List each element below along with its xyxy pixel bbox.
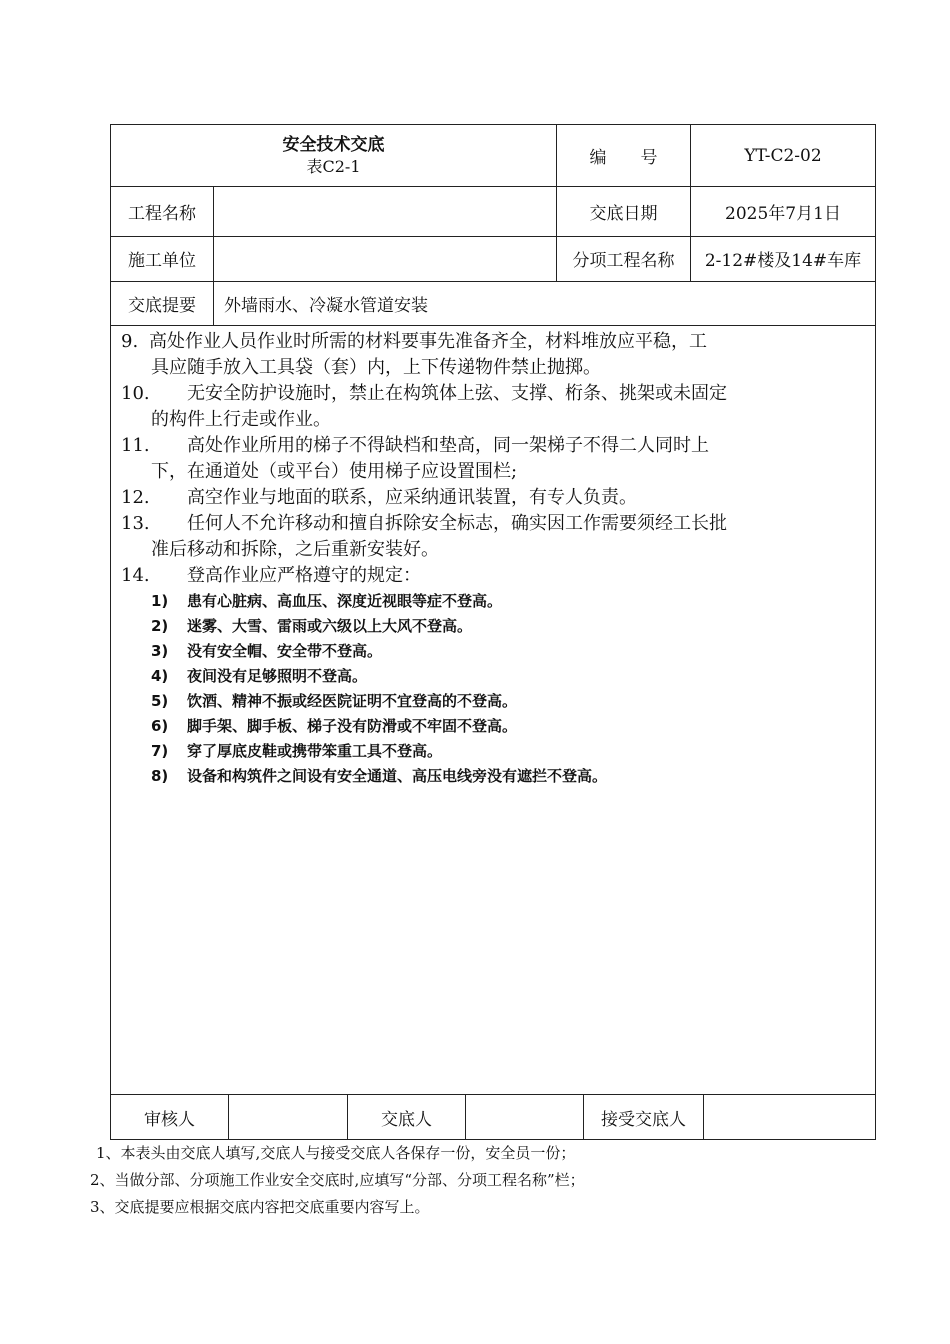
form-title: 安全技术交底 [282, 134, 385, 155]
content-item [121, 511, 867, 562]
title-cell [111, 125, 557, 186]
sub-item-number: 2) [151, 617, 169, 635]
form-number-caption: 表C2-1 [306, 156, 361, 176]
sub-item-number: 8) [151, 767, 169, 785]
unit-value [214, 236, 557, 281]
sub-item-text: 没有安全帽、安全带不登高。 [187, 642, 383, 660]
item-text: 高处作业人员作业时所需的材料要事先准备齐全，材料堆放应平稳，工 [149, 331, 707, 352]
item-text: 任何人不允许移动和擅自拆除安全标志，确实因工作需要须经工长批 [187, 513, 727, 534]
sub-item-text: 设备和构筑件之间设有安全通道、高压电线旁没有遮拦不登高。 [187, 767, 608, 785]
sub-item-number: 7) [151, 742, 169, 760]
content-item [121, 329, 867, 380]
number-value: YT-C2-02 [744, 145, 822, 166]
reviewer-label: 审核人 [111, 1095, 229, 1139]
item-text: 登高作业应严格遵守的规定： [187, 565, 421, 586]
discloser-label: 交底人 [348, 1095, 466, 1139]
date-label: 交底日期 [557, 186, 691, 236]
project-label: 工程名称 [111, 186, 214, 236]
item-number: 14. [121, 565, 150, 586]
number-label: 编 号 [557, 125, 691, 186]
sub-item-text: 饮酒、精神不振或经医院证明不宜登高的不登高。 [187, 692, 518, 710]
receiver-label: 接受交底人 [584, 1095, 704, 1139]
item-text: 高空作业与地面的联系，应采纳通讯装置，有专人负责。 [187, 487, 637, 508]
sub-item-text: 患有心脏病、高血压、深度近视眼等症不登高。 [187, 592, 503, 610]
sub-item-text: 穿了厚底皮鞋或携带笨重工具不登高。 [187, 742, 443, 760]
disclosure-content [111, 325, 875, 1095]
unit-row [111, 236, 875, 282]
receiver-signature [704, 1095, 875, 1139]
item-text-cont: 的构件上行走或作业。 [151, 409, 331, 430]
project-value [214, 186, 557, 236]
item-text: 高处作业所用的梯子不得缺档和垫高，同一架梯子不得二人同时上 [187, 435, 709, 456]
sub-item-number: 5) [151, 692, 169, 710]
item-number: 10. [121, 383, 150, 404]
content-item [121, 381, 867, 432]
safety-disclosure-form [110, 124, 876, 1140]
item-text-cont: 具应随手放入工具袋（套）内，上下传递物件禁止抛掷。 [151, 357, 601, 378]
sub-item [121, 589, 867, 614]
unit-label: 施工单位 [111, 236, 214, 281]
sub-item-text: 迷雾、大雪、雷雨或六级以上大风不登高。 [187, 617, 473, 635]
footnote: 1、本表头由交底人填写,交底人与接受交底人各保存一份，安全员一份； [96, 1144, 576, 1162]
item-text-cont: 准后移动和拆除，之后重新安装好。 [151, 539, 439, 560]
summary-value: 外墙雨水、冷凝水管道安装 [224, 295, 428, 316]
footnote: 3、交底提要应根据交底内容把交底重要内容写上。 [90, 1198, 430, 1216]
subproject-value: 2-12#楼及14#车库 [704, 251, 862, 271]
sub-item [121, 614, 867, 639]
sub-item-number: 3) [151, 642, 169, 660]
sub-item [121, 664, 867, 689]
summary-row [111, 281, 875, 326]
item-number: 11. [121, 435, 150, 456]
sub-item [121, 639, 867, 664]
sub-item-number: 1) [151, 592, 169, 610]
discloser-signature [466, 1095, 584, 1139]
project-row [111, 186, 875, 237]
item-number: 12. [121, 487, 150, 508]
sub-item [121, 714, 867, 739]
content-item [121, 433, 867, 484]
content-item [121, 485, 867, 510]
reviewer-signature [229, 1095, 348, 1139]
subproject-label: 分项工程名称 [557, 236, 691, 281]
sub-item [121, 689, 867, 714]
item-text: 无安全防护设施时，禁止在构筑体上弦、支撑、桁条、挑架或未固定 [187, 383, 727, 404]
item-number: 13. [121, 513, 150, 534]
sub-item-text: 夜间没有足够照明不登高。 [187, 667, 368, 685]
signature-row [111, 1095, 875, 1139]
sub-item [121, 764, 867, 789]
date-value: 2025年7月1日 [725, 203, 841, 224]
sub-item-text: 脚手架、脚手板、梯子没有防滑或不牢固不登高。 [187, 717, 518, 735]
content-item [121, 563, 867, 588]
footnote: 2、当做分部、分项施工作业安全交底时,应填写“分部、分项工程名称”栏； [90, 1171, 585, 1189]
sub-item-number: 4) [151, 667, 169, 685]
header-row [111, 125, 875, 187]
sub-item-number: 6) [151, 717, 169, 735]
item-text-cont: 下，在通道处（或平台）使用梯子应设置围栏; [151, 461, 518, 482]
summary-label: 交底提要 [111, 281, 214, 325]
item-number: 9. [121, 331, 139, 352]
sub-item [121, 739, 867, 764]
footnotes [90, 1140, 585, 1221]
